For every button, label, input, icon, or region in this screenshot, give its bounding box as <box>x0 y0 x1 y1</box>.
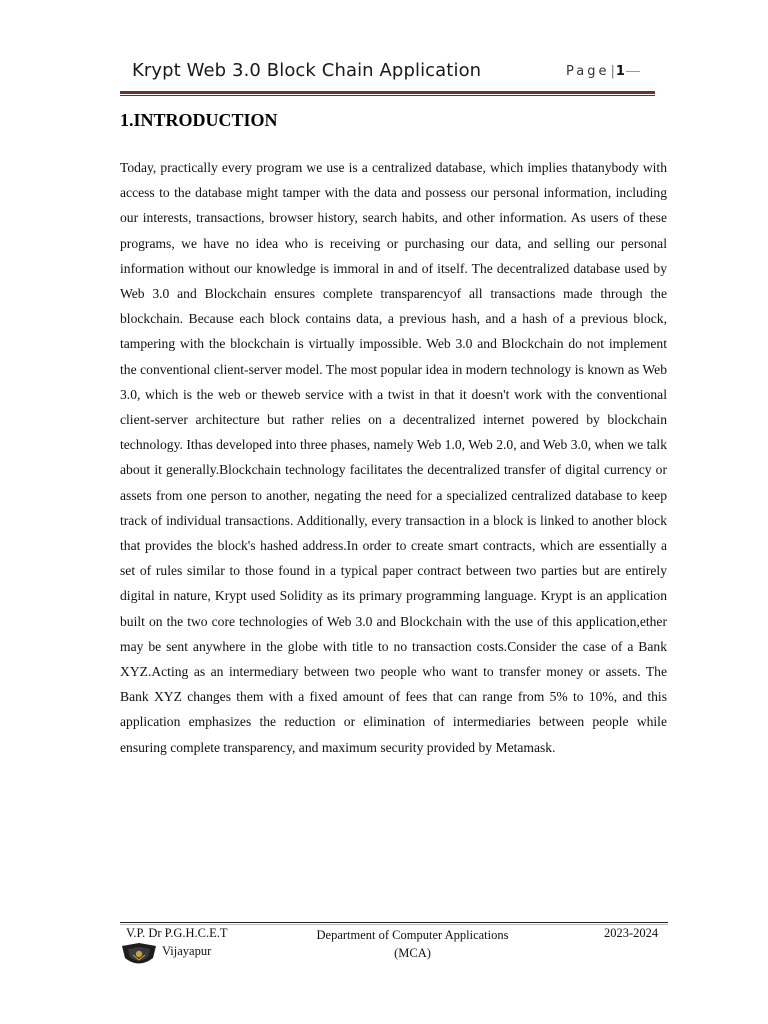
introduction-paragraph: Today, practically every program we use is a centralized database, which implies thatanybody with access to the database might tamper with the data and possess our personal information, including our interests, transactions, browser history, search habits, and other information. As users of these programs, we have no idea who is receiving or purchasing our data, and selling our personal information without our knowledge is immoral in and of itself. The decentralized database used by Web 3.0 and Blockchain ensures complete transparencyof all transactions made through the blockchain. Because each block contains data, a previous hash, and a hash of a previous block, tampering with the blockchain is virtually impossible. Web 3.0 and Blockchain do not implement the conventional client-server model. The most popular idea in modern technology is known as Web 3.0, which is the web or theweb service with a twist in that it doesn't work with the conventional client-server architecture but rather relies on a decentralized internet powered by blockchain technology. Ithas developed into three phases, namely Web 1.0, Web 2.0, and Web 3.0, when we talk about it generally.Blockchain technology facilitates the decentralized transfer of digital currency or assets from one person to another, negating the need for a specialized centralized database to keep track of individual transactions. Additionally, every transaction in a block is linked to another block that provides the block's hashed address.In order to create smart contracts, which are essentially a set of rules similar to those found in a typical paper contract between two parties but are entirely digital in nature, Krypt used Solidity as its primary programming language. Krypt is an application built on the two core technologies of Web 3.0 and Blockchain with the use of this application,ether may be sent anywhere in the globe with title to no transaction costs.Consider the case of a Bank XYZ.Acting as an intermediary between two people who want to transfer money or assets. The Bank XYZ changes them with a fixed amount of fees that can range from 5% to 10%, and this application emphasizes the reduction or elimination of intermediaries between people while ensuring complete transparency, and maximum security provided by Metamask. <box>120 160 668 755</box>
footer-department-abbr: (MCA) <box>394 946 431 960</box>
page-label: Page <box>566 64 610 79</box>
footer-academic-year: 2023-2024 <box>604 926 659 940</box>
section-heading: 1.INTRODUCTION <box>120 110 278 130</box>
footer-rule <box>120 922 668 923</box>
page-number-dash <box>626 71 640 72</box>
page-number: 1 <box>615 64 625 79</box>
footer-rule-shadow <box>120 924 668 925</box>
college-emblem-icon <box>120 942 158 968</box>
page-number-indicator <box>566 64 640 79</box>
footer-department-name: Department of Computer Applications <box>316 928 509 942</box>
footer-college-name: V.P. Dr P.G.H.C.E.T <box>126 926 228 940</box>
document-header-title: Krypt Web 3.0 Block Chain Application <box>132 60 482 81</box>
footer-city: Vijayapur <box>162 944 212 958</box>
header-rule-thin <box>120 95 655 96</box>
page-separator: | <box>610 64 615 79</box>
header-rule <box>120 91 655 94</box>
footer-department <box>290 926 535 962</box>
